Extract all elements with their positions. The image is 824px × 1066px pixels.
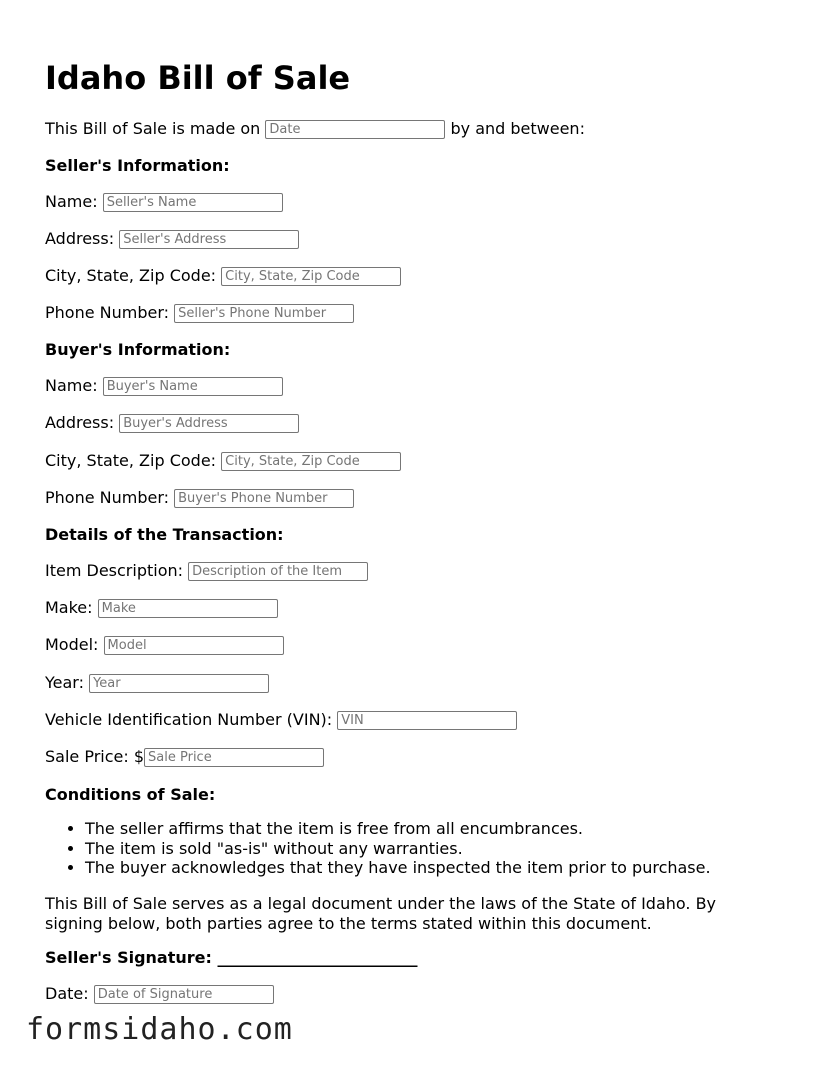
seller-address-row	[45, 228, 299, 250]
item-description-label: Item Description:	[45, 561, 184, 580]
make-row	[45, 597, 278, 619]
buyer-name-row	[45, 375, 283, 397]
item-description-input[interactable]	[188, 562, 368, 581]
sale-date-input[interactable]	[265, 120, 445, 139]
vin-input[interactable]	[337, 711, 517, 730]
seller-address-label: Address:	[45, 229, 115, 248]
list-item: • The item is sold "as-is" without any warranties.	[85, 839, 711, 859]
model-input[interactable]	[104, 636, 284, 655]
signature-date-row	[45, 983, 274, 1005]
sale-price-input[interactable]	[144, 748, 324, 767]
year-label: Year:	[45, 673, 84, 692]
buyer-city-input[interactable]	[221, 452, 401, 471]
list-item: • The buyer acknowledges that they have inspected the item prior to purchase.	[85, 858, 711, 878]
seller-name-input[interactable]	[103, 193, 283, 212]
buyer-city-label: City, State, Zip Code:	[45, 451, 217, 470]
seller-city-label: City, State, Zip Code:	[45, 266, 217, 285]
model-label: Model:	[45, 635, 99, 654]
seller-name-label: Name:	[45, 192, 98, 211]
intro-prefix: This Bill of Sale is made on	[45, 119, 261, 138]
buyer-phone-input[interactable]	[174, 489, 354, 508]
watermark: formsidaho.com	[26, 1012, 293, 1047]
buyer-name-label: Name:	[45, 376, 98, 395]
signature-date-input[interactable]	[94, 985, 274, 1004]
sale-price-label: Sale Price: $	[45, 747, 145, 766]
seller-name-row	[45, 191, 283, 213]
buyer-address-label: Address:	[45, 413, 115, 432]
buyer-phone-row	[45, 487, 354, 509]
seller-phone-label: Phone Number:	[45, 303, 170, 322]
list-item: • The seller affirms that the item is free from all encumbrances.	[85, 819, 711, 839]
model-row	[45, 634, 284, 656]
year-input[interactable]	[89, 674, 269, 693]
sale-price-row	[45, 746, 324, 768]
transaction-heading: Details of the Transaction:	[45, 525, 284, 544]
make-input[interactable]	[98, 599, 278, 618]
legal-text: This Bill of Sale serves as a legal document under the laws of the State of Idaho. By signing below, both parties agree to the terms stated within this document.	[45, 894, 717, 933]
buyer-name-input[interactable]	[103, 377, 283, 396]
seller-address-input[interactable]	[119, 230, 299, 249]
year-row	[45, 672, 269, 694]
item-description-row	[45, 560, 368, 582]
seller-city-row	[45, 265, 401, 287]
seller-phone-row	[45, 302, 354, 324]
make-label: Make:	[45, 598, 93, 617]
intro-suffix: by and between:	[450, 119, 585, 138]
buyer-address-row	[45, 412, 299, 434]
buyer-heading: Buyer's Information:	[45, 340, 231, 359]
signature-date-label: Date:	[45, 984, 89, 1003]
vin-label: Vehicle Identification Number (VIN):	[45, 710, 333, 729]
conditions-heading: Conditions of Sale:	[45, 785, 216, 804]
buyer-address-input[interactable]	[119, 414, 299, 433]
buyer-phone-label: Phone Number:	[45, 488, 170, 507]
seller-signature-line: Seller's Signature: _________________________	[45, 948, 418, 967]
conditions-list	[45, 819, 711, 878]
page-title: Idaho Bill of Sale	[45, 59, 351, 97]
vin-row	[45, 709, 517, 731]
seller-heading: Seller's Information:	[45, 156, 230, 175]
buyer-city-row	[45, 450, 401, 472]
intro-line	[45, 118, 585, 140]
seller-phone-input[interactable]	[174, 304, 354, 323]
seller-city-input[interactable]	[221, 267, 401, 286]
